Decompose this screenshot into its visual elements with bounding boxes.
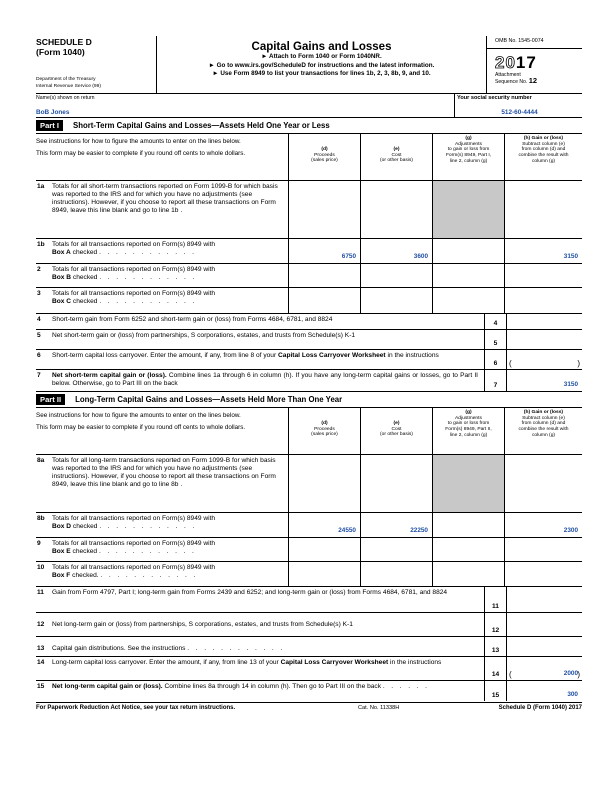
line-dots: . (180, 207, 185, 214)
line-5-box (484, 330, 506, 349)
line-14-text-a: Long-term capital loss carryover. Enter the amount, if any, from line 13 of your (52, 659, 279, 666)
line-2-d[interactable] (288, 264, 360, 287)
col-g-label3: Form(s) 8949, Part I, (445, 153, 492, 159)
col-h-label4: column (g) (531, 432, 556, 438)
line-number: 8b (37, 515, 45, 522)
line-8b-e-value: 22250 (410, 527, 428, 534)
attachment-label: Attachment (495, 72, 521, 78)
line-6-box-number: 6 (493, 360, 498, 367)
line-8b-box: Box D (52, 523, 72, 530)
part2-title: Long-Term Capital Gains and Losses—Assets Held More Than One Year (75, 395, 343, 404)
line-dots: . . . . . . . . . . . . (99, 249, 197, 256)
line-8b-d[interactable] (288, 513, 360, 537)
line-1a (36, 181, 582, 239)
line-15-box (484, 681, 506, 701)
col-h-label4: column (g) (531, 158, 556, 164)
col-d-label2: (sales price) (311, 158, 338, 164)
line-1a-d[interactable] (288, 181, 360, 238)
col-d-header (288, 134, 360, 180)
col-e-label1: Cost (391, 426, 402, 432)
line-6-text (52, 350, 484, 369)
line-4 (36, 314, 582, 330)
part1-tag: Part I (36, 120, 63, 131)
omb-number: OMB No. 1545-0074 (487, 36, 582, 49)
line-4-box-number: 4 (493, 320, 498, 327)
col-h-label3: combine the result with (518, 427, 569, 433)
close-paren: ) (577, 670, 580, 679)
line-8a-e[interactable] (360, 455, 432, 512)
part2-intro (36, 408, 288, 454)
omb-block (487, 36, 582, 93)
col-d-label2: (sales price) (311, 432, 338, 438)
line-12-text: Net long-term gain or (loss) from partnerships, S corporations, estates, and trusts from Schedule(s) K-1 (52, 621, 353, 628)
line-5-value[interactable] (506, 330, 582, 349)
line-1b (36, 239, 582, 264)
line-9-h[interactable] (504, 538, 582, 561)
part1-column-headers (36, 134, 582, 181)
name-value: BoB Jones (36, 109, 70, 116)
col-h-label1: Subtract column (e) (522, 141, 565, 147)
line-14-value[interactable] (506, 657, 582, 680)
line-8a-text: Totals for all long-term transactions reported on Form 1099-B for which basis was reported to the IRS and for which you have no adjustments (see instructions). However, if you choose to report all these transactions on Form 8949, leave this line blank and go to line 8b (52, 457, 276, 488)
line-2 (36, 264, 582, 288)
line-1b-h-value: 3150 (563, 253, 578, 260)
line-4-value[interactable] (506, 314, 582, 329)
dept-line1: Department of the Treasury (36, 77, 96, 82)
line-10-checked: checked. (72, 572, 99, 579)
col-h-header (504, 134, 582, 180)
line-1b-d-value: 6750 (341, 253, 356, 260)
line-dots: . . . . . . . . . . . . (98, 548, 197, 555)
line-8a (36, 455, 582, 513)
line-number: 7 (37, 372, 41, 379)
part2-heading (36, 392, 582, 408)
line-11-box (484, 587, 506, 612)
line-8b-h[interactable] (504, 513, 582, 537)
line-11-text: Gain from Form 4797, Part I; long-term gain from Forms 2439 and 6252; and long-term gain or (loss) from Forms 4684, 6781, and 8824 (52, 589, 448, 596)
line-text (52, 181, 288, 238)
line-10-box: Box F (52, 572, 71, 579)
line-3 (36, 288, 582, 314)
tax-year (495, 54, 582, 72)
line-dots: . . . . . . . . . . . . (99, 298, 197, 305)
dept-line2: Internal Revenue Service (99) (36, 83, 101, 89)
line-15-box-number: 15 (491, 692, 500, 699)
line-15-h-value: 300 (567, 691, 578, 698)
line-10-d[interactable] (288, 562, 360, 586)
line-number: 1a (37, 183, 45, 190)
col-h-letter: (h) Gain or (loss) (523, 136, 564, 141)
title-block (156, 36, 487, 93)
line-7 (36, 370, 582, 392)
col-g-letter: (g) (465, 410, 472, 415)
close-paren: ) (577, 359, 580, 368)
line-10-text: Totals for all transactions reported on Form(s) 8949 with (52, 564, 216, 571)
line-dots: . . . . . . . . . . . . (99, 274, 197, 281)
line-7-bold: Net short-term capital gain or (loss). (52, 372, 167, 379)
line-8b (36, 513, 582, 538)
col-e-label1: Cost (391, 152, 402, 158)
col-e-header (360, 134, 432, 180)
line-10 (36, 562, 582, 587)
line-text (52, 455, 288, 512)
line-1a-e[interactable] (360, 181, 432, 238)
line-1b-h[interactable] (504, 239, 582, 263)
line-11 (36, 587, 582, 613)
line-number: 3 (37, 290, 41, 297)
line-7-h-value: 3150 (563, 381, 578, 388)
line-2-h[interactable] (504, 264, 582, 287)
line-5 (36, 330, 582, 350)
line-number: 12 (37, 621, 45, 628)
line-8a-h[interactable] (504, 455, 582, 512)
col-d-header (288, 408, 360, 454)
line-number: 15 (37, 683, 45, 690)
line-2-checked: checked (72, 274, 98, 281)
intro-p2: This form may be easier to complete if you round off cents to whole dollars. (36, 423, 246, 431)
part1-intro (36, 134, 288, 180)
line-number: 6 (37, 352, 41, 359)
line-6-text-a: Short-term capital loss carryover. Enter the amount, if any, from line 8 of your (52, 352, 277, 359)
page-title: Capital Gains and Losses (251, 41, 392, 53)
line-14-h-value: 2000 (563, 670, 578, 677)
form-title: SCHEDULE D (36, 37, 92, 47)
line-15 (36, 681, 582, 701)
col-d-letter: (d) (321, 421, 328, 426)
line-1b-box: Box A (52, 249, 71, 256)
line-7-box (484, 370, 506, 391)
form-footer (36, 702, 582, 711)
taxpayer-row (36, 94, 582, 118)
line-14-box (484, 657, 506, 680)
line-1b-g[interactable] (432, 239, 504, 263)
line-13-text (52, 637, 484, 656)
line-text (52, 264, 288, 287)
line-text (52, 538, 288, 561)
line-15-text-a: Combine lines 8a through 14 in column (h). Then go to Part III on the back (164, 683, 381, 690)
line-8a-g-shaded (432, 455, 504, 512)
col-e-label2: (or other basis) (380, 432, 413, 438)
line-12 (36, 613, 582, 637)
line-9 (36, 538, 582, 562)
line-6-value[interactable] (506, 350, 582, 369)
col-h-label2: from column (d) and (521, 421, 566, 427)
line-8b-text: Totals for all transactions reported on Form(s) 8949 with (52, 515, 216, 522)
line-9-text: Totals for all transactions reported on Form(s) 8949 with (52, 540, 216, 547)
line-dots: . . . . . . . . . . . . (99, 523, 197, 530)
line-number: 9 (37, 540, 41, 547)
part2-tag: Part II (36, 394, 65, 405)
line-number: 13 (37, 645, 45, 652)
line-14-text-b: in the instructions (390, 659, 442, 666)
form-reference: Schedule D (Form 1040) 2017 (498, 705, 582, 711)
form-id-block (36, 36, 156, 93)
line-3-e[interactable] (360, 288, 432, 313)
col-g-label2: to gain or loss from (447, 147, 490, 153)
line-6 (36, 350, 582, 370)
year-suffix: 17 (515, 53, 537, 72)
line-number: 10 (37, 564, 45, 571)
line-8b-g[interactable] (432, 513, 504, 537)
instruction-2: ► Go to www.irs.gov/ScheduleD for instructions and the latest information. (208, 61, 435, 69)
line-text (52, 513, 288, 537)
ssn-value: 512-60-4444 (501, 109, 538, 116)
line-13 (36, 637, 582, 657)
part1-heading (36, 118, 582, 134)
col-g-label4: line 2, column (g) (449, 432, 488, 438)
part1-title: Short-Term Capital Gains and Losses—Assets Held One Year or Less (73, 121, 330, 130)
line-13-value[interactable] (506, 637, 582, 656)
line-12-box (484, 613, 506, 636)
line-number: 5 (37, 332, 41, 339)
line-11-value[interactable] (506, 587, 582, 612)
line-2-e[interactable] (360, 264, 432, 287)
col-h-letter: (h) Gain or (loss) (523, 410, 564, 415)
line-1b-d[interactable] (288, 239, 360, 263)
line-15-bold: Net long-term capital gain or (loss). (52, 683, 163, 690)
line-11-box-number: 11 (492, 603, 499, 610)
line-10-g[interactable] (432, 562, 504, 586)
line-dots: . . . . . . (382, 683, 430, 690)
col-e-letter: (e) (393, 147, 400, 152)
col-g-header (432, 134, 504, 180)
line-3-box: Box C (52, 298, 72, 305)
line-6-bold: Capital Loss Carryover Worksheet (278, 352, 386, 359)
line-14-bold: Capital Loss Carryover Worksheet (280, 659, 389, 666)
line-8b-h-value: 2300 (563, 527, 578, 534)
open-paren: ( (509, 359, 512, 368)
col-g-label2: to gain or loss from (447, 421, 490, 427)
line-3-g[interactable] (432, 288, 504, 313)
col-g-header (432, 408, 504, 454)
line-9-box: Box E (52, 548, 71, 555)
line-text (52, 288, 288, 313)
line-number: 11 (37, 589, 44, 596)
part2-column-headers (36, 408, 582, 455)
name-label: Name(s) shown on return (36, 95, 95, 101)
line-8b-e[interactable] (360, 513, 432, 537)
col-g-label3: Form(s) 8949, Part II, (445, 427, 492, 433)
intro-p1: See instructions for how to figure the amounts to enter on the lines below. (36, 138, 241, 145)
line-15-text (52, 681, 484, 701)
line-7-value[interactable] (506, 370, 582, 391)
line-12-value[interactable] (506, 613, 582, 636)
line-text (52, 239, 288, 263)
line-8a-d[interactable] (288, 455, 360, 512)
line-number: 4 (37, 316, 41, 323)
line-2-g[interactable] (432, 264, 504, 287)
schedule-d-form (36, 36, 582, 756)
col-d-label1: Proceeds (314, 426, 335, 432)
line-5-text: Net short-term gain or (loss) from partnerships, S corporations, estates, and trusts from Schedule(s) K-1 (52, 332, 356, 339)
line-10-h[interactable] (504, 562, 582, 586)
line-4-text: Short-term gain from Form 6252 and short-term gain or (loss) from Forms 4684, 6781, and 8824 (52, 316, 333, 323)
line-7-box-number: 7 (493, 382, 498, 389)
col-h-header (504, 408, 582, 454)
line-1b-e-value: 3600 (413, 253, 428, 260)
instruction-1: ► Attach to Form 1040 or Form 1040NR. (261, 53, 382, 60)
name-field[interactable] (36, 94, 454, 117)
line-1a-g-shaded (432, 181, 504, 238)
ssn-label: Your social security number (457, 95, 532, 101)
col-h-label3: combine the result with (518, 153, 569, 159)
line-3-text: Totals for all transactions reported on Form(s) 8949 with (52, 290, 216, 297)
department-text (36, 77, 156, 90)
line-1a-h[interactable] (504, 181, 582, 238)
line-3-h[interactable] (504, 288, 582, 313)
paperwork-notice: For Paperwork Reduction Act Notice, see your tax return instructions. (36, 705, 236, 711)
line-2-text: Totals for all transactions reported on Form(s) 8949 with (52, 266, 216, 273)
col-e-label2: (or other basis) (380, 158, 413, 164)
col-e-header (360, 408, 432, 454)
instruction-3: ► Use Form 8949 to list your transactions for lines 1b, 2, 3, 8b, 9, and 10. (212, 70, 431, 77)
line-14-text (52, 657, 484, 680)
line-6-text-b: in the instructions (387, 352, 439, 359)
line-dots: . . . . . . . . . . . . (100, 572, 198, 579)
line-8b-d-value: 24550 (338, 527, 356, 534)
line-9-checked: checked (72, 548, 98, 555)
col-h-label2: from column (d) and (521, 147, 566, 153)
line-6-box (484, 350, 506, 369)
line-4-box (484, 314, 506, 329)
line-dots: . . . . . . . . . . . . (187, 645, 285, 652)
col-d-letter: (d) (321, 147, 328, 152)
year-prefix: 20 (495, 53, 516, 72)
line-number: 2 (37, 266, 41, 273)
line-12-box-number: 12 (491, 627, 500, 634)
intro-p1: See instructions for how to figure the amounts to enter on the lines below. (36, 412, 241, 419)
line-3-d[interactable] (288, 288, 360, 313)
line-1b-text: Totals for all transactions reported on Form(s) 8949 with (52, 241, 216, 248)
sequence-line (495, 78, 582, 85)
form-header (36, 36, 582, 94)
col-h-label1: Subtract column (e) (522, 415, 565, 421)
line-7-text-a: Combine lines 1a through 6 in column (h). If you have any long-term capital gains or losses, go to Part II below. Otherwise, go to Part III on the back (52, 372, 478, 387)
ssn-field[interactable] (454, 94, 582, 117)
line-8b-checked: checked (72, 523, 98, 530)
line-number: 1b (37, 241, 45, 248)
col-d-label1: Proceeds (314, 152, 335, 158)
line-14 (36, 657, 582, 681)
line-15-value[interactable] (506, 681, 582, 701)
sequence-number: 12 (528, 76, 538, 85)
line-dots: . (180, 481, 185, 488)
line-9-g[interactable] (432, 538, 504, 561)
line-text (52, 562, 288, 586)
line-14-box-number: 14 (491, 671, 500, 678)
line-1a-text: Totals for all short-term transactions reported on Form 1099-B for which basis was reported to the IRS and for which you have no adjustments (see instructions). However, if you choose to report all these transactions on Form 8949, leave this line blank and go to line 1b (52, 183, 278, 214)
line-1b-e[interactable] (360, 239, 432, 263)
sequence-label: Sequence No. (495, 79, 528, 85)
line-10-e[interactable] (360, 562, 432, 586)
line-number: 14 (37, 659, 45, 666)
form-number: (Form 1040) (36, 47, 85, 57)
line-13-text-a: Capital gain distributions. See the instructions (52, 645, 186, 652)
col-g-label4: line 2, column (g) (449, 158, 488, 164)
col-g-label1: Adjustments (455, 141, 482, 147)
line-13-box-number: 13 (491, 647, 500, 654)
line-5-box-number: 5 (493, 340, 498, 347)
catalog-number: Cat. No. 11338H (358, 705, 400, 711)
line-number: 8a (37, 457, 45, 464)
line-3-checked: checked (72, 298, 98, 305)
col-g-letter: (g) (465, 136, 472, 141)
open-paren: ( (509, 670, 512, 679)
line-7-text (52, 370, 484, 391)
line-2-box: Box B (52, 274, 72, 281)
line-13-box (484, 637, 506, 656)
col-e-letter: (e) (393, 421, 400, 426)
col-g-label1: Adjustments (455, 415, 482, 421)
line-9-d[interactable] (288, 538, 360, 561)
intro-p2: This form may be easier to complete if you round off cents to whole dollars. (36, 149, 246, 157)
line-9-e[interactable] (360, 538, 432, 561)
line-1b-checked: checked (72, 249, 98, 256)
